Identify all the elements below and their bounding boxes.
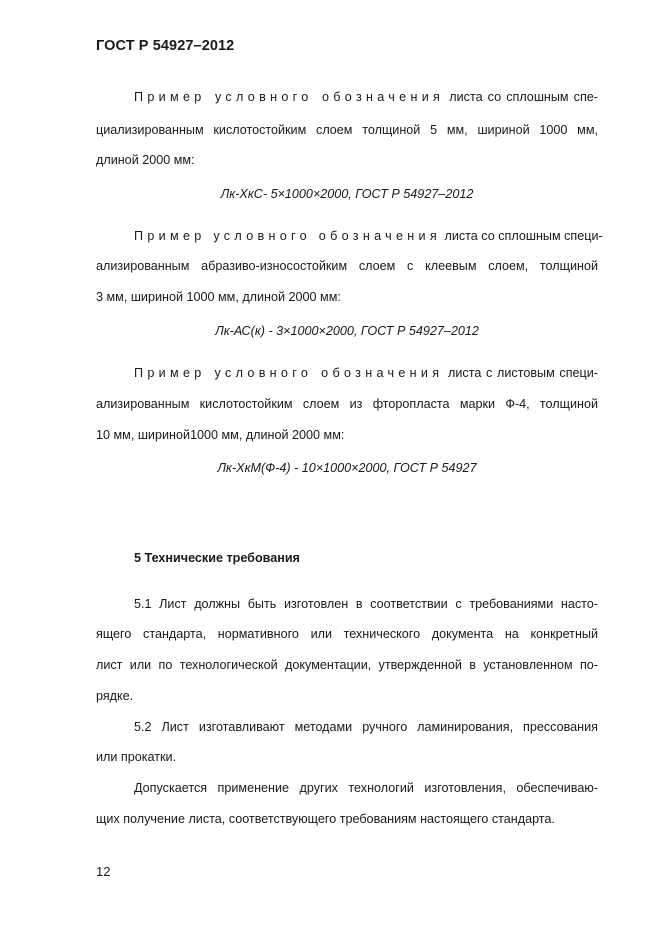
example-2-line-1 (134, 228, 603, 244)
example-3-designation: Лк-ХкМ(Ф-4) - 10×1000×2000, ГОСТ Р 54927 (217, 461, 477, 475)
page-number: 12 (96, 864, 111, 879)
paragraph-note-line-2: щих получение листа, соответствующего требованиям настоящего стандарта. (96, 812, 555, 826)
paragraph-5-1-line-1: 5.1 Лист должны быть изготовлен в соответствии с требованиями насто- (134, 597, 598, 611)
example-2-line-1-rest: листа со сплошным специ- (444, 229, 603, 243)
example-3-line-2: ализированным кислотостойким слоем из фторопласта марки Ф-4, толщиной (96, 397, 598, 411)
paragraph-5-2-line-2: или прокатки. (96, 750, 177, 764)
example-1-line-1 (134, 89, 598, 105)
paragraph-note-line-1: Допускается применение других технологий изготовления, обеспечиваю- (134, 781, 598, 795)
example-2-designation: Лк-АС(к) - 3×1000×2000, ГОСТ Р 54927–2012 (215, 324, 479, 338)
example-3-intro: Пример условного обозначения (134, 366, 444, 380)
paragraph-5-1-line-3: лист или по технологической документации, утвержденной в установленном по- (96, 658, 598, 672)
example-1-line-1-rest: листа со сплошным спе- (449, 90, 598, 104)
example-3-line-1-rest: листа с листовым специ- (448, 366, 598, 380)
example-2-line-3: 3 мм, шириной 1000 мм, длиной 2000 мм: (96, 290, 341, 304)
example-1-designation: Лк-ХкС- 5×1000×2000, ГОСТ Р 54927–2012 (220, 187, 474, 201)
paragraph-5-2-line-1: 5.2 Лист изготавливают методами ручного ламинирования, прессования (134, 720, 598, 734)
example-3-line-1 (134, 365, 598, 381)
section-title: 5 Технические требования (134, 551, 300, 565)
example-1-intro: Пример условного обозначения (134, 90, 445, 104)
example-2-line-2: ализированным абразиво-износостойким слоем с клеевым слоем, толщиной (96, 259, 598, 273)
paragraph-5-1-line-2: ящего стандарта, нормативного или технического документа на конкретный (96, 627, 598, 641)
example-1-line-3: длиной 2000 мм: (96, 153, 195, 167)
paragraph-5-1-line-4: рядке. (96, 689, 134, 703)
example-1-line-2: циализированным кислотостойким слоем толщиной 5 мм, шириной 1000 мм, (96, 123, 598, 137)
document-header: ГОСТ Р 54927–2012 (96, 38, 235, 54)
example-2-intro: Пример условного обозначения (134, 229, 441, 243)
example-3-line-3: 10 мм, шириной1000 мм, длиной 2000 мм: (96, 428, 345, 442)
